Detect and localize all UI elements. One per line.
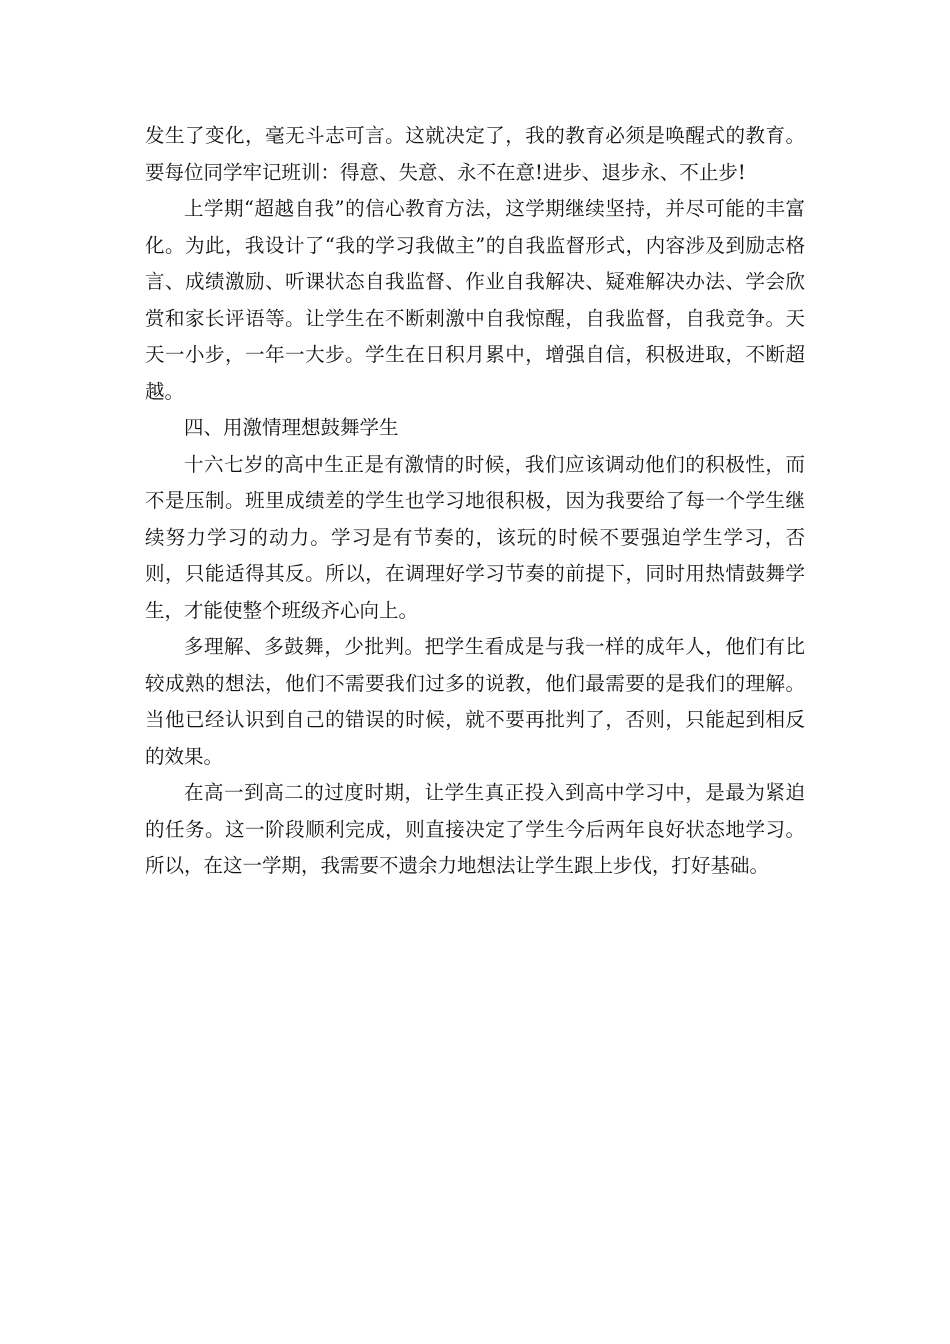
paragraph-transition: 在高一到高二的过度时期，让学生真正投入到高中学习中，是最为紧迫的任务。这一阶段顺利完成，则直接决定了学生今后两年良好状态地学习。所以，在这一学期，我需要不遗余力地想法让学生跟上步伐，打好基础。 (145, 781, 805, 877)
document-body (145, 118, 805, 885)
paragraph-continued: 发生了变化，毫无斗志可言。这就决定了，我的教育必须是唤醒式的教育。要每位同学牢记班训：得意、失意、永不在意!进步、退步永、不止步! (145, 124, 805, 184)
paragraph-understanding: 多理解、多鼓舞，少批判。把学生看成是与我一样的成年人，他们有比较成熟的想法，他们不需要我们过多的说教，他们最需要的是我们的理解。当他已经认识到自己的错误的时候，就不要再批判了，否则，只能起到相反的效果。 (145, 635, 805, 768)
section-heading-4: 四、用激情理想鼓舞学生 (184, 416, 399, 439)
paragraph-confidence-education: 上学期“超越自我”的信心教育方法，这学期继续坚持，并尽可能的丰富化。为此，我设计了“我的学习我做主”的自我监督形式，内容涉及到励志格言、成绩激励、听课状态自我监督、作业自我解决、疑难解决办法、学会欣赏和家长评语等。让学生在不断刺激中自我惊醒，自我监督，自我竞争。天天一小步，一年一大步。学生在日积月累中，增强自信，积极进取，不断超越。 (145, 197, 805, 403)
paragraph-passion: 十六七岁的高中生正是有激情的时候，我们应该调动他们的积极性，而不是压制。班里成绩差的学生也学习地很积极，因为我要给了每一个学生继续努力学习的动力。学习是有节奏的，该玩的时候不要强迫学生学习，否则，只能适得其反。所以，在调理好学习节奏的前提下，同时用热情鼓舞学生，才能使整个班级齐心向上。 (145, 452, 805, 622)
